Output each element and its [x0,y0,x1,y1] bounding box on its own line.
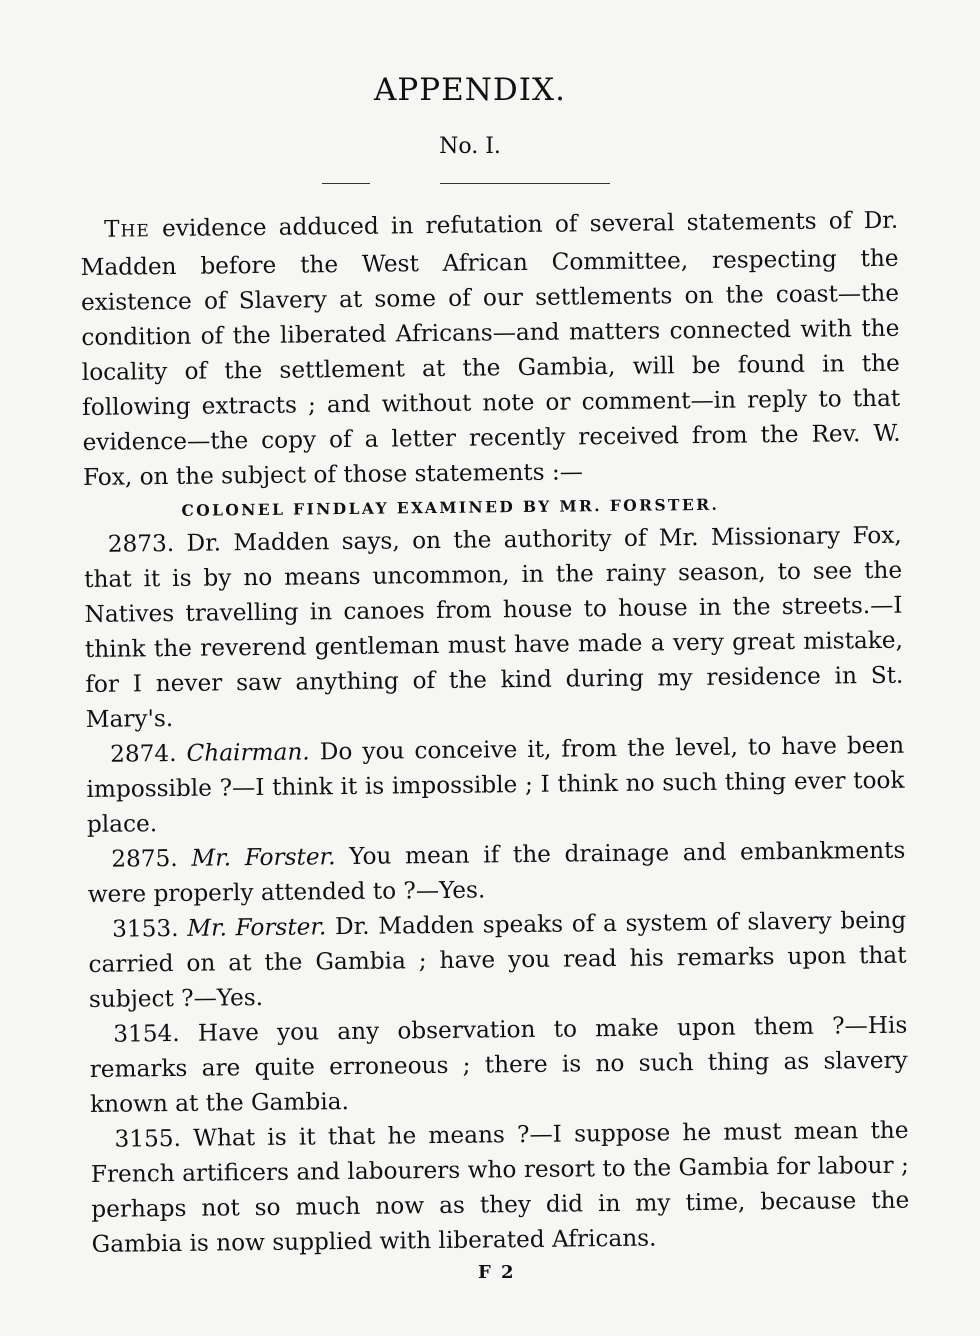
entry-speaker: Mr. Forster. [191,843,336,872]
divider-rule-right [440,183,610,184]
entry-text: Do you conceive it, from the level, to have been impossible ?—I think it is impossible ; I think no such thing ever took place. [86,731,905,838]
entry-number: 3153. [111,914,179,943]
entry-number: 3155. [114,1124,182,1153]
intro-drop-word-cap: T [104,216,121,243]
entry-text: Dr. Madden says, on the authority of Mr. Missionary Fox, that it is by no means uncommon, in the rainy season, to see the Natives travelling in canoes from house to house in the streets.—I think the reverend gentleman must have made a very great mistake, for I never saw anything of the kind during my residence in St. Mary's. [84,521,904,733]
entry-number: 3154. [113,1019,180,1048]
entry-2874 [86,728,905,842]
entry-3153 [88,903,907,1017]
entry-number: 2875. [111,844,178,873]
page-title: APPENDIX. [374,72,566,108]
intro-drop-word-rest: HE [120,221,150,242]
appendix-number: No. I. [439,134,501,159]
signature-mark: F 2 [478,1262,516,1283]
entry-text: Have you any observation to make upon them ?—His remarks are quite erroneous ; there is no such thing as slavery known at the Gambia. [89,1011,908,1118]
entry-speaker: Mr. Forster. [187,913,327,942]
entry-number: 2874. [109,739,177,768]
intro-text: evidence adduced in refutation of several statements of Dr. Madden before the West African Committee, respecting the existence of Slavery at some of our settlements on the coast—the condition of the liberated Africans—and matters connected with the locality of the settlement at the Gambia, will be found in the following extracts ; and without note or comment—in reply to that evidence—the copy of a letter recently received from the Rev. W. Fox, on the subject of those statements :— [80,206,901,491]
entry-speaker: Chairman. [186,738,310,767]
divider-rule-left [322,183,370,184]
entry-text: You mean if the drainage and embankments were properly attended to ?—Yes. [87,836,906,908]
entry-number: 2873. [107,529,175,558]
body-text [80,203,910,1262]
intro-paragraph [80,203,901,495]
entry-2875 [87,833,906,912]
entry-text: What is it that he means ?—I suppose he must mean the French artificers and labourers who resort to the Gambia for labour ; perhaps not so much now as they did in my time, because the Gambia is now supplied with liberated Africans. [90,1116,910,1258]
entry-text: Dr. Madden speaks of a system of slavery being carried on at the Gambia ; have you read his remarks upon that subject ?—Yes. [88,906,907,1013]
entry-3154 [89,1008,908,1122]
entry-3155 [90,1113,910,1262]
section-heading: COLONEL FINDLAY EXAMINED BY MR. FORSTER. [181,494,720,520]
entry-2873 [84,518,904,737]
